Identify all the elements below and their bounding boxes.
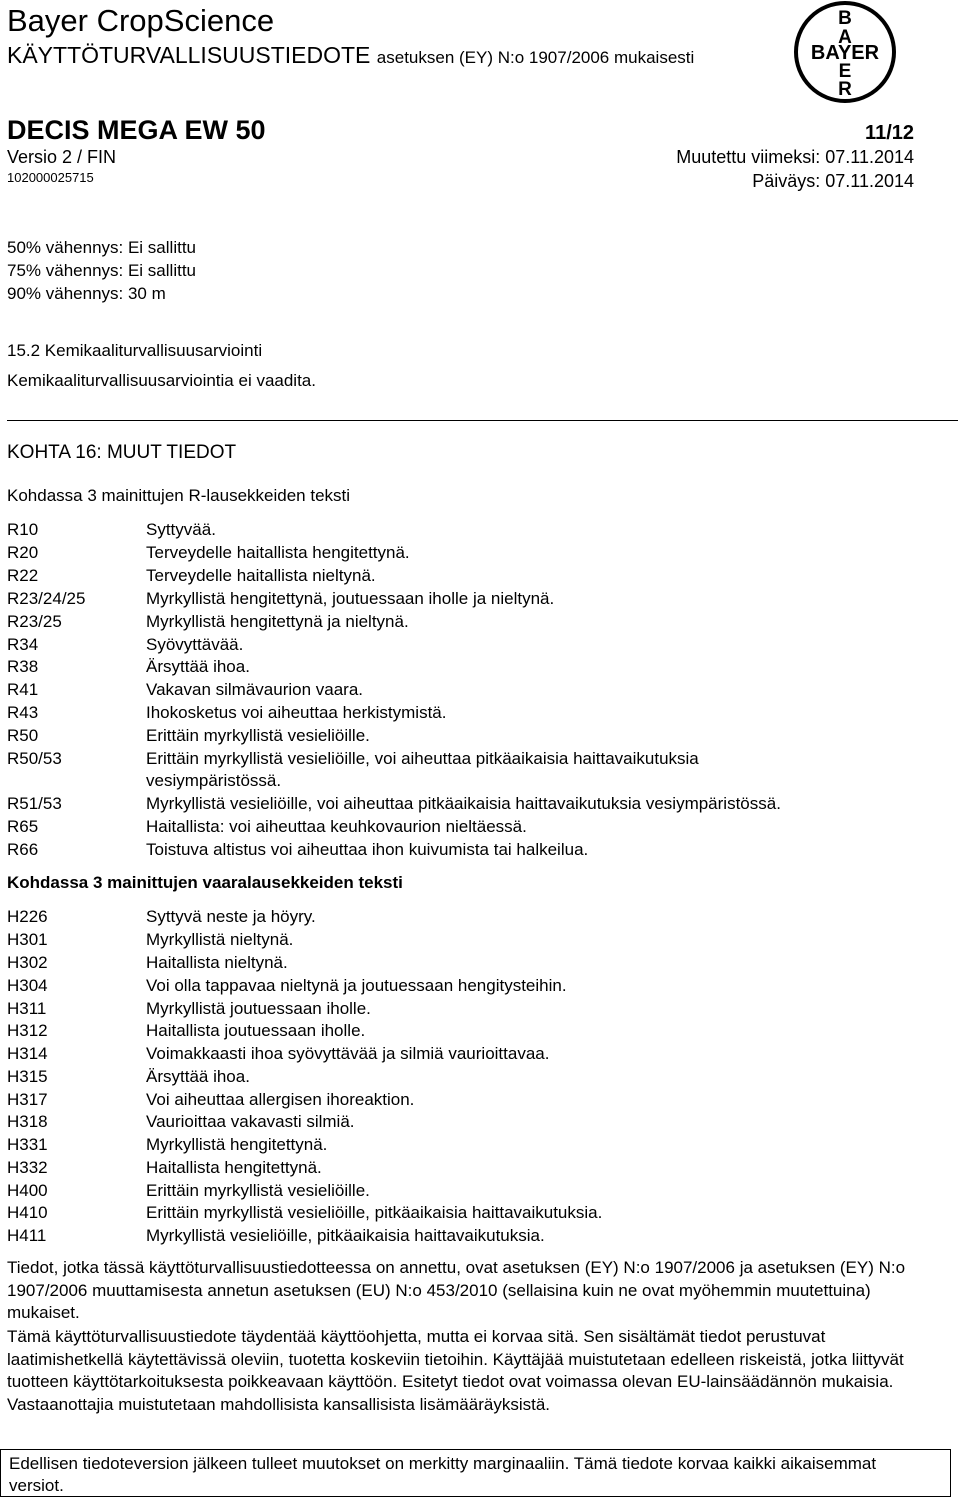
h-phrase-text: Voi aiheuttaa allergisen ihoreaktion. bbox=[146, 1090, 415, 1109]
h-phrase-code: H315 bbox=[7, 1067, 48, 1086]
h-phrase-text: Myrkyllistä hengitettynä. bbox=[146, 1135, 328, 1154]
r-phrase-text: Terveydelle haitallista hengitettynä. bbox=[146, 543, 410, 562]
h-phrase-code: H226 bbox=[7, 907, 48, 926]
r-phrase-code: R41 bbox=[7, 680, 39, 699]
h-phrase-code: H311 bbox=[7, 999, 47, 1018]
r-phrase-text: Syttyvää. bbox=[146, 520, 216, 539]
logo-letter-r: R bbox=[838, 79, 852, 100]
h-phrase-text: Myrkyllistä joutuessaan iholle. bbox=[146, 999, 371, 1018]
r-phrase-text: Erittäin myrkyllistä vesieliöille, voi aiheuttaa pitkäaikaisia haittavaikutuksia bbox=[146, 749, 699, 768]
h-phrase-code: H317 bbox=[7, 1090, 48, 1109]
r-phrase-text: Toistuva altistus voi aiheuttaa ihon kuivumista tai halkeilua. bbox=[146, 840, 589, 859]
logo-letter-e: E bbox=[838, 61, 852, 82]
page-number: 11/12 bbox=[865, 122, 914, 144]
document-number: 102000025715 bbox=[7, 170, 94, 185]
h-phrase-text: Haitallista hengitettynä. bbox=[146, 1158, 322, 1177]
disclaimer-paragraph: Tämä käyttöturvallisuustiedote täydentää käyttöohjetta, mutta ei korvaa sitä. Sen sisältämät tiedot perustuvat laatimishetkellä käytettävissä oleviin, tuotetta koskeviin tietoihin. Käyttäjää muistutetaan edelleen riskeistä, jotka liittyvät tuotteen käyttötarkoituksesta poikkeavaan käyttöön. Esitetyt tiedot ovat voimassa olevan EU-lainsäädännön mukaisia. Vastaanottajia muistutetaan mahdollisista kansallisista lisämääräyksistä. bbox=[7, 1327, 904, 1414]
r-phrase-text: Ihokosketus voi aiheuttaa herkistymistä. bbox=[146, 703, 447, 722]
reduction-50: 50% vähennys: Ei sallittu bbox=[7, 238, 196, 257]
r-phrase-code: R66 bbox=[7, 840, 39, 859]
h-phrase-text: Vaurioittaa vakavasti silmiä. bbox=[146, 1112, 355, 1131]
h-phrase-code: H302 bbox=[7, 953, 48, 972]
r-phrase-code: R23/25 bbox=[7, 612, 62, 631]
r-phrase-text: Ärsyttää ihoa. bbox=[146, 657, 250, 676]
section-16-heading: KOHTA 16: MUUT TIEDOT bbox=[7, 442, 237, 463]
r-phrase-text: Myrkyllistä hengitettynä, joutuessaan iholle ja nieltynä. bbox=[146, 589, 555, 608]
section-15-2-heading: 15.2 Kemikaaliturvallisuusarviointi bbox=[7, 341, 263, 360]
r-phrase-code: R51/53 bbox=[7, 794, 62, 813]
r-phrase-text: Vakavan silmävaurion vaara. bbox=[146, 680, 364, 699]
h-phrase-text: Ärsyttää ihoa. bbox=[146, 1067, 250, 1086]
r-phrase-text: Myrkyllistä vesieliöille, voi aiheuttaa pitkäaikaisia haittavaikutuksia vesiympäristössä. bbox=[146, 794, 781, 813]
r-phrase-text: Terveydelle haitallista nieltynä. bbox=[146, 566, 376, 585]
h-phrase-text: Myrkyllistä nieltynä. bbox=[146, 930, 294, 949]
h-phrase-text: Haitallista joutuessaan iholle. bbox=[146, 1021, 366, 1040]
h-phrase-code: H304 bbox=[7, 976, 48, 995]
h-phrase-text: Syttyvä neste ja höyry. bbox=[146, 907, 316, 926]
revision-note-text: Edellisen tiedoteversion jälkeen tulleet muutokset on merkitty marginaaliin. Tämä tiedote korvaa kaikki aikaisemmat versiot. bbox=[9, 1454, 877, 1495]
r-phrase-text-continued: vesiympäristössä. bbox=[146, 771, 282, 790]
h-phrase-code: H314 bbox=[7, 1044, 48, 1063]
r-phrase-code: R50/53 bbox=[7, 749, 62, 768]
company-name: Bayer CropScience bbox=[7, 3, 275, 38]
product-name: DECIS MEGA EW 50 bbox=[7, 115, 266, 145]
version-info: Versio 2 / FIN bbox=[7, 147, 117, 167]
logo-horizontal-text: BAYER bbox=[810, 42, 880, 64]
h-phrases-heading: Kohdassa 3 mainittujen vaaralausekkeiden teksti bbox=[7, 873, 403, 892]
revision-note-box bbox=[0, 1449, 951, 1497]
h-phrase-text: Myrkyllistä vesieliöille, pitkäaikaisia haittavaikutuksia. bbox=[146, 1226, 545, 1245]
h-phrase-text: Voimakkaasti ihoa syövyttävää ja silmiä vaurioittavaa. bbox=[146, 1044, 550, 1063]
r-phrase-code: R43 bbox=[7, 703, 39, 722]
h-phrase-text: Haitallista nieltynä. bbox=[146, 953, 288, 972]
bayer-cross-logo bbox=[790, 0, 900, 104]
h-phrase-code: H312 bbox=[7, 1021, 48, 1040]
r-phrases-heading: Kohdassa 3 mainittujen R-lausekkeiden teksti bbox=[7, 486, 351, 505]
logo-letter-a: A bbox=[838, 27, 852, 48]
issue-date: Päiväys: 07.11.2014 bbox=[752, 171, 914, 191]
regulation-paragraph: Tiedot, jotka tässä käyttöturvallisuustiedotteessa on annettu, ovat asetuksen (EY) N:o 1907/2006 ja asetuksen (EY) N:o 1907/2006 muuttamisesta annetun asetuksen (EU) N:o 453/2010 (sellaisina kuin ne ovat myöhemmin muutettuina) mukaiset. bbox=[7, 1258, 906, 1322]
section-divider bbox=[7, 420, 958, 421]
r-phrase-text: Erittäin myrkyllistä vesieliöille. bbox=[146, 726, 370, 745]
reduction-90: 90% vähennys: 30 m bbox=[7, 284, 166, 303]
r-phrase-code: R22 bbox=[7, 566, 39, 585]
reduction-75: 75% vähennys: Ei sallittu bbox=[7, 261, 196, 280]
r-phrase-code: R20 bbox=[7, 543, 39, 562]
r-phrase-code: R23/24/25 bbox=[7, 589, 86, 608]
h-phrase-code: H411 bbox=[7, 1226, 47, 1245]
h-phrase-code: H301 bbox=[7, 930, 48, 949]
document-type: KÄYTTÖTURVALLISUUSTIEDOTE bbox=[7, 42, 371, 68]
h-phrase-text: Voi olla tappavaa nieltynä ja joutuessaan hengitysteihin. bbox=[146, 976, 567, 995]
r-phrase-text: Myrkyllistä hengitettynä ja nieltynä. bbox=[146, 612, 409, 631]
h-phrase-code: H331 bbox=[7, 1135, 48, 1154]
h-phrase-text: Erittäin myrkyllistä vesieliöille. bbox=[146, 1181, 370, 1200]
section-15-2-text: Kemikaaliturvallisuusarviointia ei vaadita. bbox=[7, 371, 316, 390]
r-phrase-code: R50 bbox=[7, 726, 39, 745]
document-title bbox=[7, 41, 694, 72]
logo-letter-b: B bbox=[838, 8, 852, 29]
h-phrase-text: Erittäin myrkyllistä vesieliöille, pitkäaikaisia haittavaikutuksia. bbox=[146, 1203, 603, 1222]
h-phrase-code: H318 bbox=[7, 1112, 48, 1131]
modified-date: Muutettu viimeksi: 07.11.2014 bbox=[676, 147, 914, 167]
r-phrase-code: R10 bbox=[7, 520, 39, 539]
h-phrase-code: H332 bbox=[7, 1158, 48, 1177]
r-phrase-text: Haitallista: voi aiheuttaa keuhkovaurion nieltäessä. bbox=[146, 817, 527, 836]
h-phrase-code: H410 bbox=[7, 1203, 48, 1222]
h-phrase-code: H400 bbox=[7, 1181, 48, 1200]
r-phrase-code: R34 bbox=[7, 635, 39, 654]
r-phrase-code: R38 bbox=[7, 657, 39, 676]
r-phrase-code: R65 bbox=[7, 817, 39, 836]
regulation-reference: asetuksen (EY) N:o 1907/2006 mukaisesti bbox=[376, 48, 695, 67]
r-phrase-text: Syövyttävää. bbox=[146, 635, 244, 654]
